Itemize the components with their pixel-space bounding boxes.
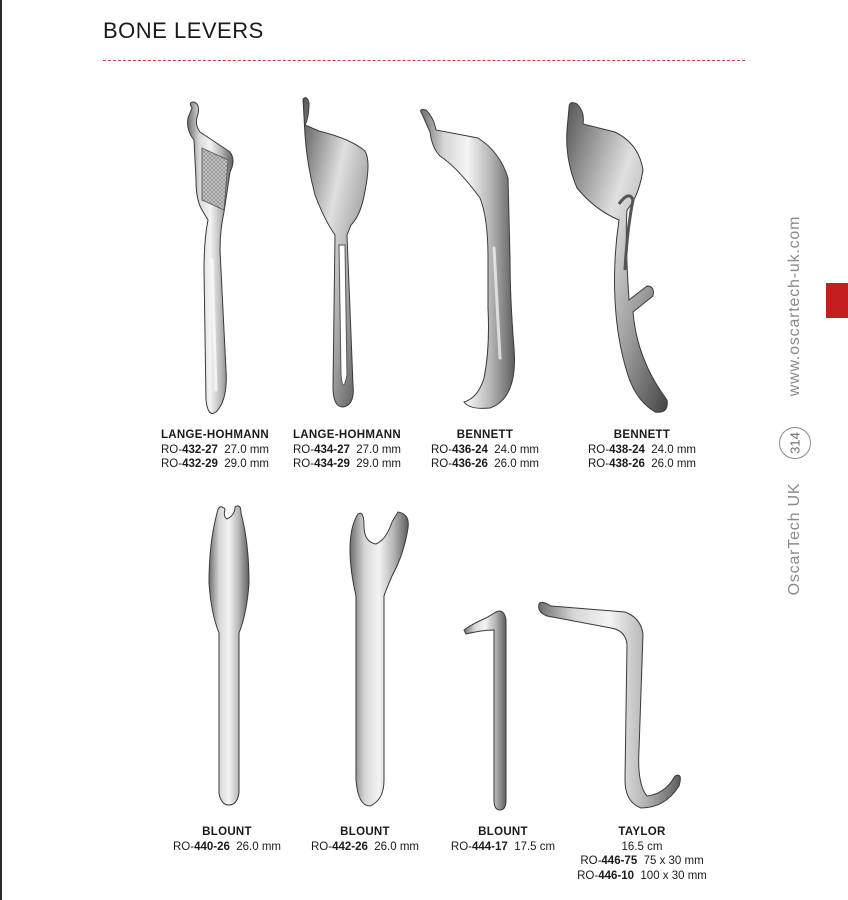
lange-hohmann-lever-image [180,100,240,420]
product-name: BENNETT [613,429,671,441]
title-divider [103,60,745,61]
product-variant: RO-444-17 17.5 cm [450,840,556,853]
lange-hohmann-blade-lever-image [295,95,375,415]
product-caption-5 [164,825,290,854]
product-name: TAYLOR [618,826,666,838]
product-name: LANGE-HOHMANN [292,429,402,441]
product-variant: RO-438-26 26.0 mm [587,458,697,470]
product-caption-2 [284,428,410,472]
blount-forked-lever-image [348,510,418,810]
product-caption-7 [443,825,563,854]
product-name: BLOUNT [478,826,528,838]
blount-narrow-lever-image [462,604,522,814]
product-variant: RO-438-24 24.0 mm [587,443,697,456]
page-number-badge [779,427,811,459]
product-variant: RO-432-29 29.0 mm [160,458,270,470]
product-variant: RO-442-26 26.0 mm [310,840,420,853]
product-variant: RO-434-27 27.0 mm [292,443,402,456]
bennett-hook-lever-image [555,100,675,420]
product-variant: RO-436-26 26.0 mm [430,458,540,470]
product-variant: RO-434-29 29.0 mm [292,458,402,470]
product-caption-8 [568,825,716,883]
page-edge-line [0,0,2,900]
product-caption-6 [302,825,428,854]
product-name: BLOUNT [340,826,390,838]
product-caption-4 [579,428,705,472]
product-caption-3 [422,428,548,472]
product-caption-1 [152,428,278,472]
product-name: LANGE-HOHMANN [160,429,270,441]
side-brand-name: OscarTech UK [786,482,803,596]
taylor-retractor-image [537,600,687,815]
product-name: BENNETT [456,429,514,441]
product-variant: RO-436-24 24.0 mm [430,443,540,456]
blount-spatula-lever-image [205,503,255,808]
side-website-url[interactable]: www.oscartech-uk.com [786,215,803,397]
page-title: BONE LEVERS [103,18,264,43]
product-length: 16.5 cm [621,840,663,853]
page-number: 314 [787,432,803,454]
product-variant: RO-432-27 27.0 mm [160,443,270,456]
bennett-lever-image [418,108,518,418]
product-variant: RO-446-10 100 x 30 mm [577,869,707,882]
product-variant: RO-446-75 75 x 30 mm [580,855,704,867]
section-tab-marker [826,283,848,318]
product-name: BLOUNT [202,826,252,838]
product-variant: RO-440-26 26.0 mm [172,840,282,853]
